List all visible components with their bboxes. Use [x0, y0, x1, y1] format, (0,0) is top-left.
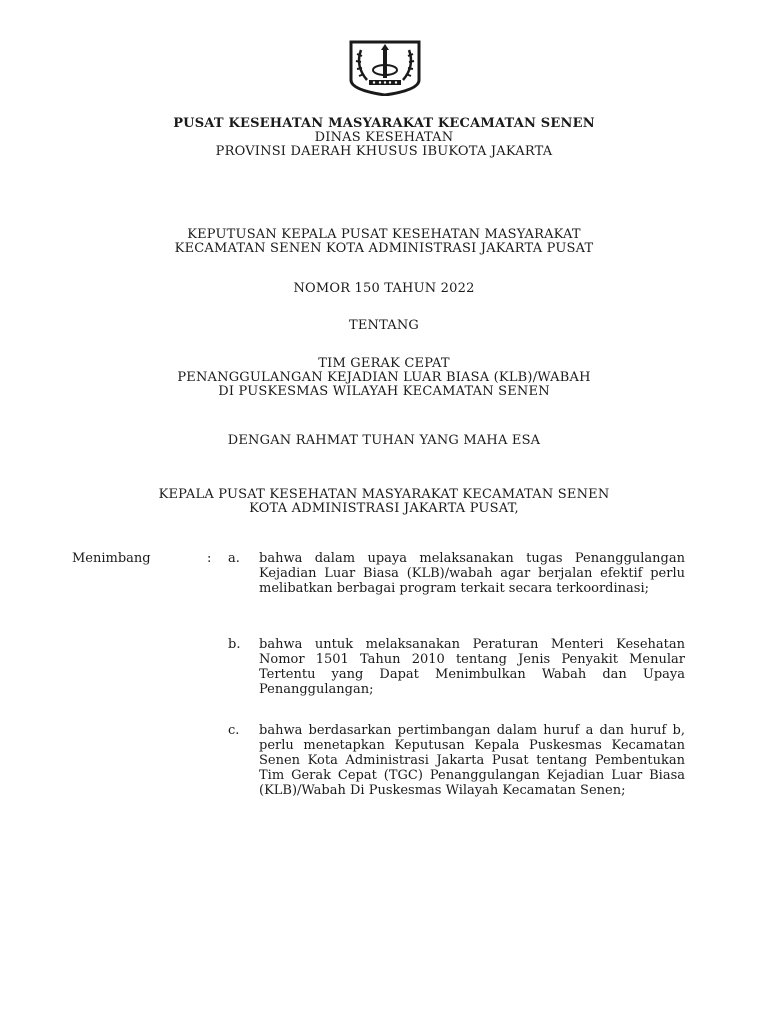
- decree-subject-line1: TIM GERAK CEPAT: [318, 356, 450, 371]
- decree-title-line2: KECAMATAN SENEN KOTA ADMINISTRASI JAKARTA PUSAT: [174, 241, 594, 256]
- department-name: DINAS KESEHATAN: [314, 130, 454, 145]
- item-c-text: bahwa berdasarkan pertimbangan dalam huruf a dan huruf b, perlu menetapkan Keputusan Kepala Puskesmas Kecamatan Senen Kota Administrasi Jakarta Pusat tentang Pembentukan Tim Gerak Cepat (TGC) Penanggulangan Kejadian Luar Biasa (KLB)/Wabah Di Puskesmas Wilayah Kecamatan Senen;: [259, 723, 685, 798]
- decree-blessing: DENGAN RAHMAT TUHAN YANG MAHA ESA: [227, 433, 541, 448]
- decree-subject-line3: DI PUSKESMAS WILAYAH KECAMATAN SENEN: [218, 384, 550, 399]
- considering-colon: :: [207, 551, 212, 566]
- item-c-letter: c.: [228, 723, 240, 738]
- considering-label: Menimbang: [72, 551, 151, 566]
- item-a-letter: a.: [228, 551, 240, 566]
- institution-name: PUSAT KESEHATAN MASYARAKAT KECAMATAN SENEN: [173, 116, 595, 131]
- decree-subject-line2: PENANGGULANGAN KEJADIAN LUAR BIASA (KLB)/WABAH: [177, 370, 591, 385]
- decree-title-line1: KEPUTUSAN KEPALA PUSAT KESEHATAN MASYARAKAT: [187, 227, 581, 242]
- jakarta-emblem-icon: [347, 40, 423, 96]
- official-line2: KOTA ADMINISTRASI JAKARTA PUSAT,: [249, 501, 519, 516]
- item-a-text: bahwa dalam upaya melaksanakan tugas Penanggulangan Kejadian Luar Biasa (KLB)/wabah agar berjalan efektif perlu melibatkan berbagai program terkait secara terkoordinasi;: [259, 551, 685, 596]
- item-b-letter: b.: [228, 637, 241, 652]
- decree-about: TENTANG: [348, 318, 420, 333]
- province-name: PROVINSI DAERAH KHUSUS IBUKOTA JAKARTA: [215, 144, 553, 159]
- official-line1: KEPALA PUSAT KESEHATAN MASYARAKAT KECAMATAN SENEN: [158, 487, 610, 502]
- decree-number: NOMOR 150 TAHUN 2022: [293, 281, 475, 296]
- item-b-text: bahwa untuk melaksanakan Peraturan Menteri Kesehatan Nomor 1501 Tahun 2010 tentang Jenis Penyakit Menular Tertentu yang Dapat Menimbulkan Wabah dan Upaya Penanggulangan;: [259, 637, 685, 697]
